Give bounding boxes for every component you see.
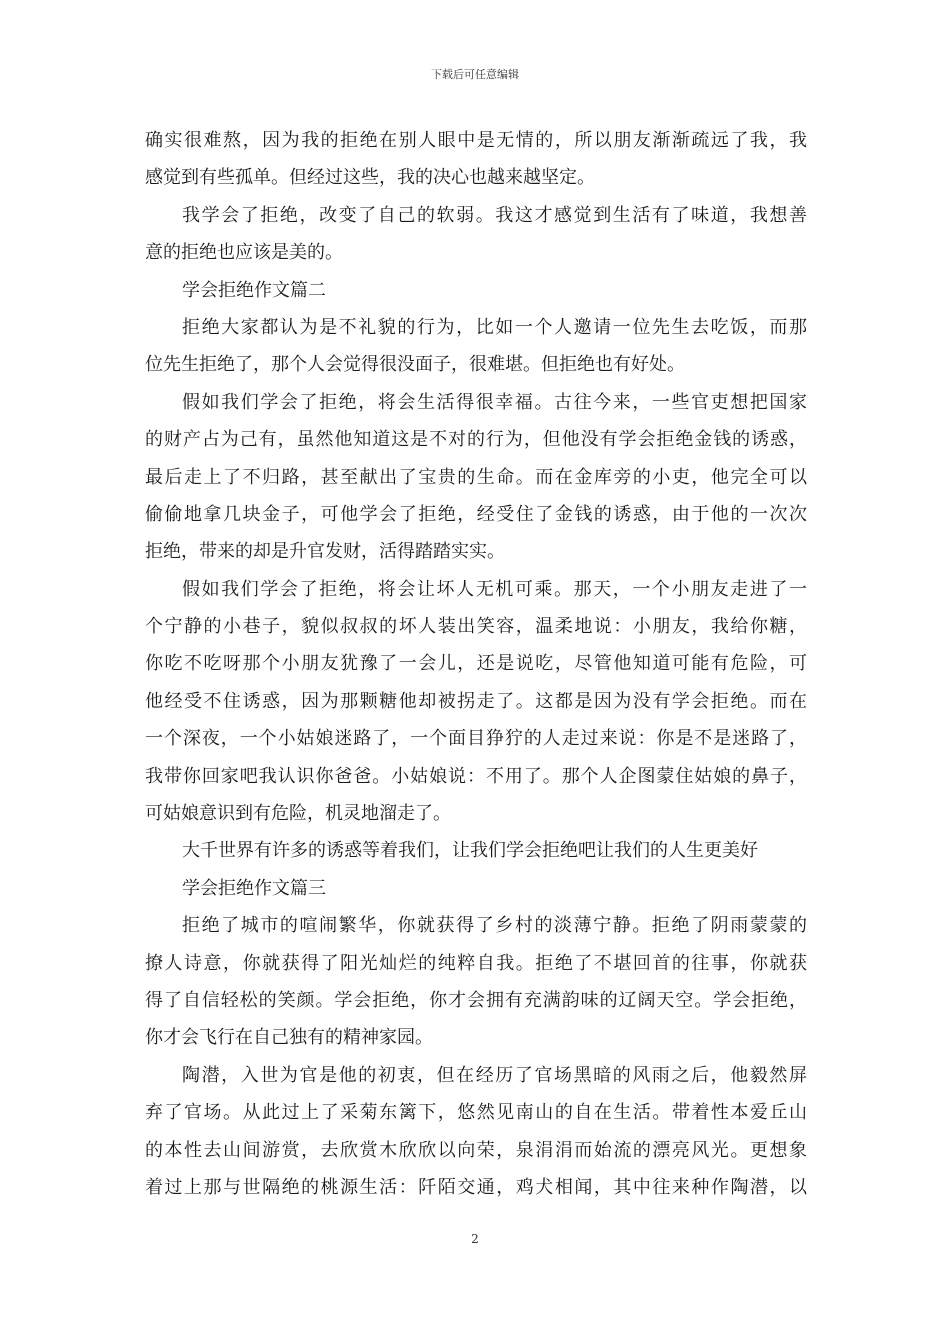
text-line: 一个深夜，一个小姑娘迷路了，一个面目狰狞的人走过来说：你是不是迷路了，: [145, 728, 807, 750]
document-body: [145, 122, 807, 1206]
text-line: 着过上那与世隔绝的桃源生活：阡陌交通，鸡犬相闻，其中往来种作陶潜，以: [145, 1176, 807, 1198]
text-line: 撩人诗意，你就获得了阳光灿烂的纯粹自我。拒绝了不堪回首的往事，你就获: [145, 952, 807, 974]
text-line: 位先生拒绝了，那个人会觉得很没面子，很难堪。但拒绝也有好处。: [145, 354, 685, 376]
text-line: 可姑娘意识到有危险，机灵地溜走了。: [145, 803, 451, 825]
text-line: 假如我们学会了拒绝，将会让坏人无机可乘。那天，一个小朋友走进了一: [182, 578, 807, 600]
text-line: 拒绝了城市的喧闹繁华，你就获得了乡村的淡薄宁静。拒绝了阴雨蒙蒙的: [182, 915, 807, 937]
text-line: 意的拒绝也应该是美的。: [145, 242, 343, 264]
text-line: 他经受不住诱惑，因为那颗糖他却被拐走了。这都是因为没有学会拒绝。而在: [145, 690, 807, 712]
text-line: 偷偷地拿几块金子，可他学会了拒绝，经受住了金钱的诱惑，由于他的一次次: [145, 503, 807, 525]
text-line: 拒绝大家都认为是不礼貌的行为，比如一个人邀请一位先生去吃饭，而那: [182, 316, 807, 338]
text-line: 的本性去山间游赏，去欣赏木欣欣以向荣，泉涓涓而始流的漂亮风光。更想象: [145, 1139, 807, 1161]
text-line: 我带你回家吧我认识你爸爸。小姑娘说：不用了。那个人企图蒙住姑娘的鼻子，: [145, 765, 807, 787]
text-line: 你才会飞行在自己独有的精神家园。: [145, 1027, 433, 1049]
text-line: 陶潜，入世为官是他的初衷，但在经历了官场黑暗的风雨之后，他毅然屏: [182, 1064, 807, 1086]
page-header: 下载后可任意编辑: [431, 68, 519, 81]
text-line: 确实很难熬，因为我的拒绝在别人眼中是无情的，所以朋友渐渐疏远了我，我: [145, 130, 807, 151]
text-line: 大千世界有许多的诱惑等着我们，让我们学会拒绝吧让我们的人生更美好: [182, 840, 758, 862]
text-line: 你吃不吃呀那个小朋友犹豫了一会儿，还是说吃，尽管他知道可能有危险，可: [145, 653, 807, 675]
text-line: 的财产占为己有，虽然他知道这是不对的行为，但他没有学会拒绝金钱的诱惑，: [145, 429, 807, 451]
text-line: 假如我们学会了拒绝，将会生活得很幸福。古往今来，一些官吏想把国家: [182, 391, 807, 413]
text-line: 最后走上了不归路，甚至献出了宝贵的生命。而在金库旁的小吏，他完全可以: [145, 466, 807, 488]
text-line: 我学会了拒绝，改变了自己的软弱。我这才感觉到生活有了味道，我想善: [182, 204, 807, 226]
text-line: 感觉到有些孤单。但经过这些，我的决心也越来越坚定。: [145, 167, 595, 189]
page-number: 2: [471, 1232, 479, 1246]
text-line: 个宁静的小巷子，貌似叔叔的坏人装出笑容，温柔地说：小朋友，我给你糖，: [145, 616, 807, 638]
section-heading: 学会拒绝作文篇三: [182, 877, 326, 899]
text-line: 拒绝，带来的却是升官发财，活得踏踏实实。: [145, 541, 505, 563]
text-line: 得了自信轻松的笑颜。学会拒绝，你才会拥有充满韵味的辽阔天空。学会拒绝，: [145, 989, 807, 1011]
text-line: 弃了官场。从此过上了采菊东篱下，悠然见南山的自在生活。带着性本爱丘山: [145, 1102, 807, 1124]
section-heading: 学会拒绝作文篇二: [182, 279, 326, 301]
